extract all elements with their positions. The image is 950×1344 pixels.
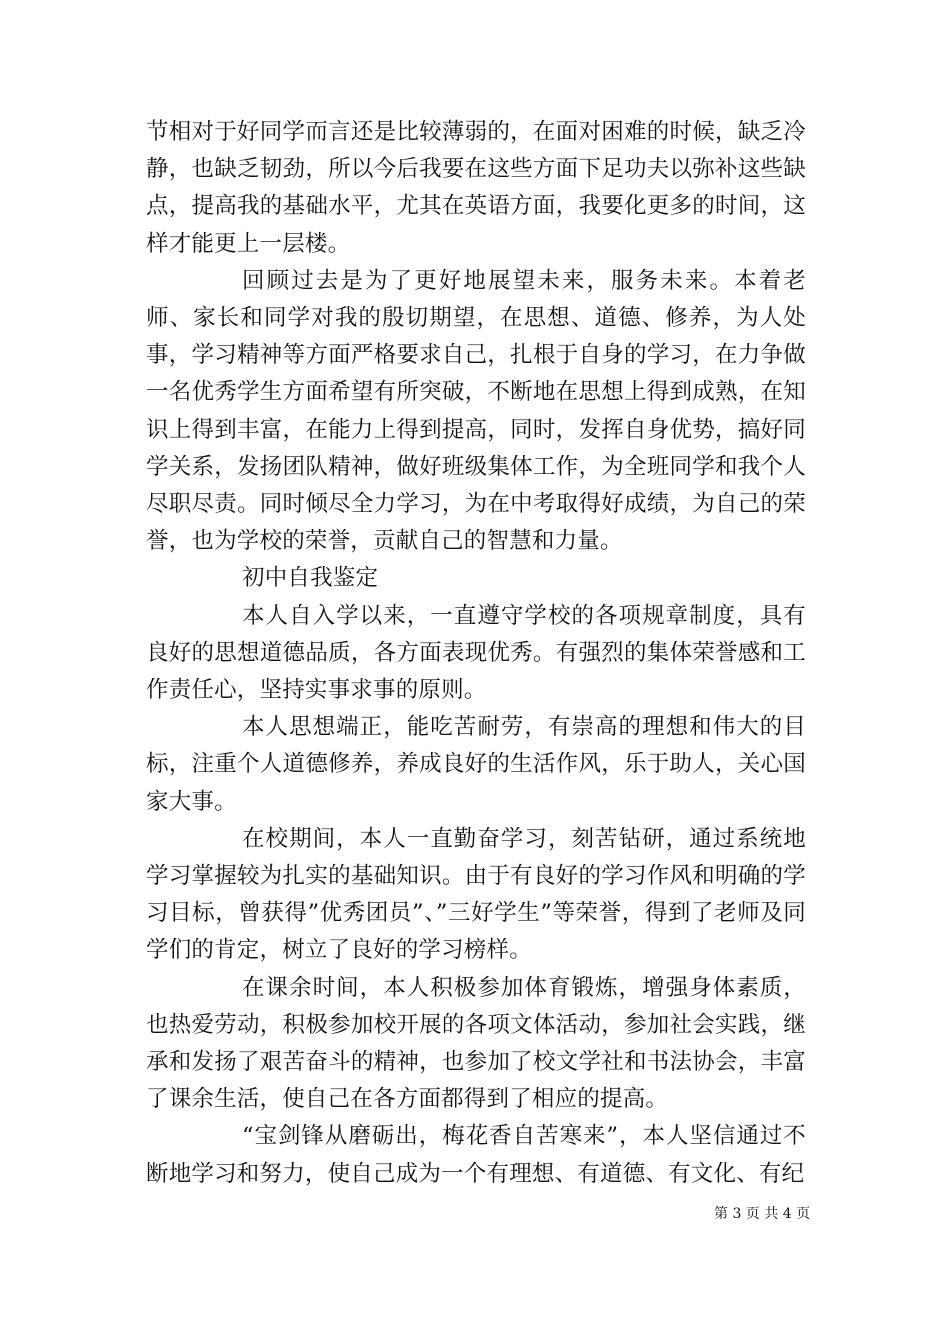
- page-number-footer: 第 3 页 共 4 页: [714, 1206, 811, 1222]
- paragraph-study: 在校期间，本人一直勤奋学习，刻苦钻研，通过系统地学习掌握较为扎实的基础知识。由于有良好的学习作风和明确的学习目标，曾获得”优秀团员”、”三好学生”等荣誉，得到了老师及同学们的肯定，树立了良好的学习榜样。: [146, 825, 806, 964]
- paragraph-continuation: 节相对于好同学而言还是比较薄弱的，在面对困难的时候，缺乏冷静，也缺乏韧劲，所以今后我要在这些方面下足功夫以弥补这些缺点，提高我的基础水平，尤其在英语方面，我要化更多的时间，这样才能更上一层楼。: [146, 119, 806, 257]
- paragraph-review-future: 回顾过去是为了更好地展望未来，服务未来。本着老师、家长和同学对我的殷切期望，在思想、道德、修养，为人处事，学习精神等方面严格要求自己，扎根于自身的学习，在力争做一名优秀学生方面希望有所突破，不断地在思想上得到成熟，在知识上得到丰富，在能力上得到提高，同时，发挥自身优势，搞好同学关系，发扬团队精神，做好班级集体工作，为全班同学和我个人尽职尽责。同时倾尽全力学习，为在中考取得好成绩，为自己的荣誉，也为学校的荣誉，贡献自己的智慧和力量。: [146, 267, 806, 555]
- paragraph-closing: “宝剑锋从磨砺出，梅花香自苦寒来”，本人坚信通过不断地学习和努力，使自己成为一个有理想、有道德、有文化、有纪: [146, 1123, 806, 1187]
- paragraph-extracurricular: 在课余时间，本人积极参加体育锻炼，增强身体素质，也热爱劳动，积极参加校开展的各项文体活动，参加社会实践，继承和发扬了艰苦奋斗的精神，也参加了校文学社和书法协会，丰富了课余生活，使自己在各方面都得到了相应的提高。: [146, 974, 806, 1113]
- section-heading: 初中自我鉴定: [242, 565, 379, 592]
- paragraph-moral-character: 本人思想端正，能吃苦耐劳，有崇高的理想和伟大的目标，注重个人道德修养，养成良好的生活作风，乐于助人，关心国家大事。: [146, 714, 806, 815]
- document-body: [146, 114, 806, 1193]
- paragraph-school-rules: 本人自入学以来，一直遵守学校的各项规章制度，具有良好的思想道德品质，各方面表现优秀。有强烈的集体荣誉感和工作责任心，坚持实事求事的原则。: [146, 602, 806, 704]
